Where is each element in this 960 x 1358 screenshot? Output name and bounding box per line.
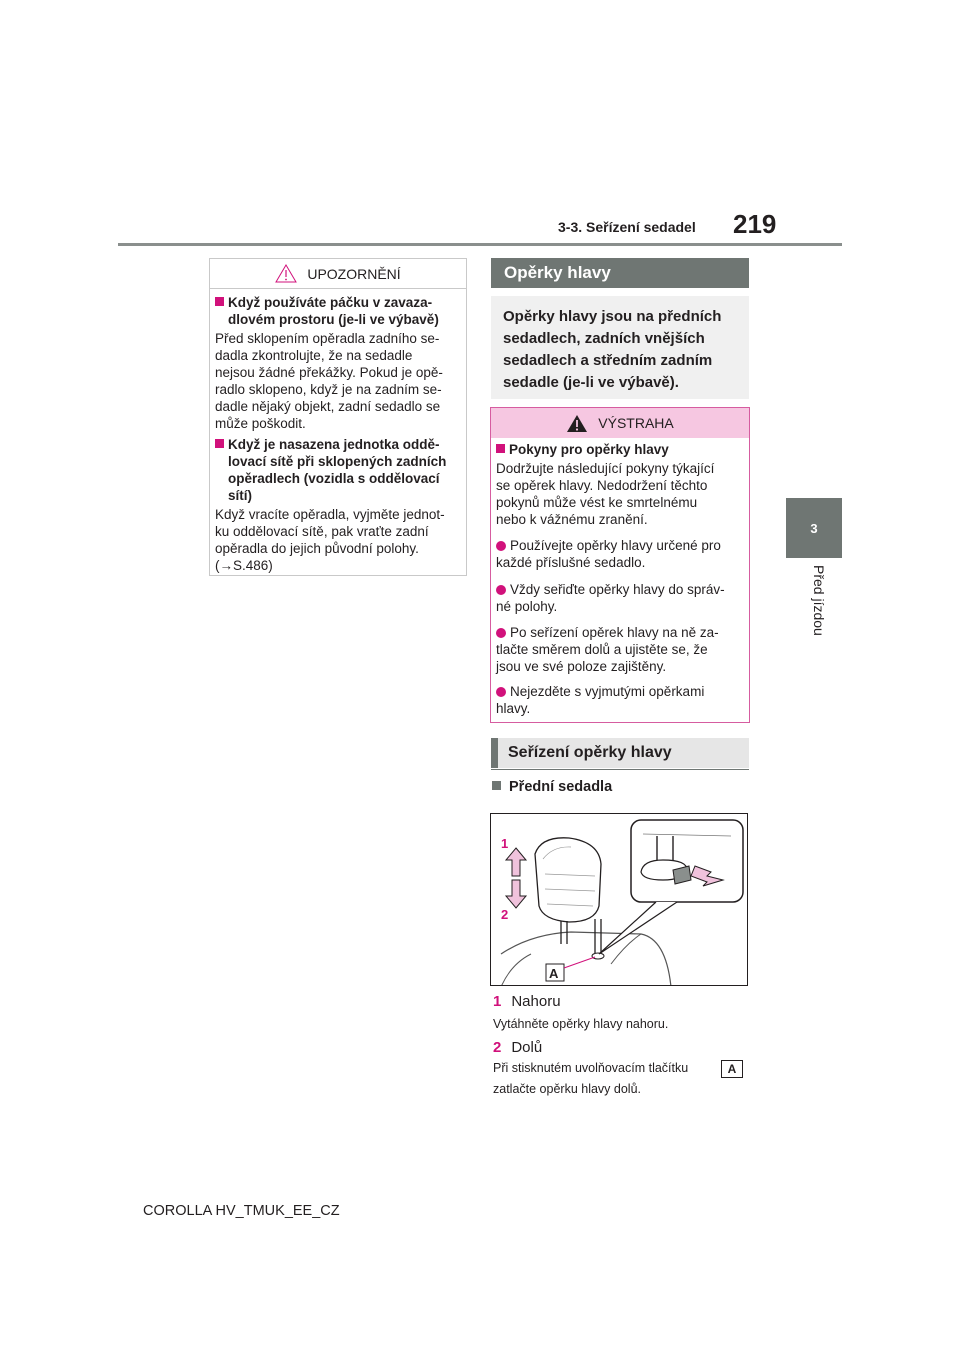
chapter-label: Před jízdou <box>811 565 827 636</box>
headrest-illustration <box>490 813 748 986</box>
step-2-label: Dolů <box>511 1039 543 1056</box>
figure-label-2: 2 <box>501 907 509 922</box>
chapter-tab <box>786 498 842 558</box>
step-1 <box>493 993 561 1010</box>
headrest-drawing <box>491 814 748 986</box>
headrests-intro: Opěrky hlavy jsou na předních sedadlech, zadních vnějších sedadlech a středním zadním sedadle (je-li ve výbavě). <box>491 296 749 399</box>
caution-triangle-icon <box>275 264 297 283</box>
square-bullet-icon <box>215 439 224 448</box>
square-bullet-icon <box>492 781 501 790</box>
caution-item-1-heading: Když používáte páčku v zavaza- dlovém prostoru (je-li ve výbavě) <box>215 294 465 328</box>
step-1-label: Nahoru <box>511 993 561 1010</box>
warning-header <box>491 408 749 438</box>
warning-body: Dodržujte následující pokyny týkající se opěrek hlavy. Nedodržení těchto pokynů může vést ke smrtelnému nebo k vážnému zranění. <box>496 461 715 527</box>
step-2 <box>493 1039 542 1056</box>
step-1-description: Vytáhněte opěrky hlavy nahoru. <box>493 1017 669 1031</box>
square-bullet-icon <box>496 444 505 453</box>
warning-title: VÝSTRAHA <box>598 415 674 431</box>
caution-item-2-body: Když vracíte opěradla, vyjměte jednot- ku oddělovací sítě, pak vraťte zadní opěradla do jejich původní polohy. (→S.486) <box>215 507 445 573</box>
step-2-description-a: Při stisknutém uvolňovacím tlačítku <box>493 1061 689 1075</box>
round-bullet-icon <box>496 628 506 638</box>
warning-bullet-2: Vždy seřiďte opěrky hlavy do správ- né polohy. <box>496 582 725 614</box>
caution-item-2-heading: Když je nasazena jednotka oddě- lovací sítě při sklopených zadních opěradlech (vozidla s oddělovací sítí) <box>215 436 465 504</box>
figure-label-a: A <box>549 966 559 981</box>
round-bullet-icon <box>496 541 506 551</box>
step-2-description-b: zatlačte opěrku hlavy dolů. <box>493 1082 642 1096</box>
footer-model: COROLLA HV_TMUK_EE_CZ <box>143 1203 340 1219</box>
warning-triangle-icon <box>566 414 588 433</box>
headrests-title: Opěrky hlavy <box>491 258 749 288</box>
page-number: 219 <box>733 209 777 239</box>
step-2-number: 2 <box>493 1039 502 1056</box>
section-title: 3-3. Seřízení sedadel <box>558 219 696 235</box>
step-1-number: 1 <box>493 993 502 1010</box>
adjust-title: Seřízení opěrky hlavy <box>491 738 749 768</box>
warning-bullet-4: Nejezděte s vyjmutými opěrkami hlavy. <box>496 684 705 716</box>
caution-item-1-body: Před sklopením opěradla zadního se- dadla zkontrolujte, že na sedadle nejsou žádné překážky. Pokud je opě- radlo sklopeno, když je na zadním se- dadle nějaký objekt, zadní sedadlo se může poškodit. <box>215 331 443 431</box>
header-rule <box>118 243 842 246</box>
round-bullet-icon <box>496 687 506 697</box>
square-bullet-icon <box>215 297 224 306</box>
caution-title: UPOZORNĚNÍ <box>307 265 401 282</box>
warning-bullet-1: Používejte opěrky hlavy určené pro každé příslušné sedadlo. <box>496 538 721 570</box>
adjust-rule <box>491 769 749 770</box>
warning-bullet-3: Po seřízení opěrek hlavy na ně za- tlačte směrem dolů a ujistěte se, že jsou ve své poloze zajištěny. <box>496 625 719 674</box>
front-seats-heading: Přední sedadla <box>492 779 612 795</box>
caution-header <box>210 259 466 289</box>
warning-heading: Pokyny pro opěrky hlavy <box>496 441 744 458</box>
figure-label-1: 1 <box>501 836 509 851</box>
chapter-number: 3 <box>810 520 818 536</box>
round-bullet-icon <box>496 585 506 595</box>
release-button-badge: A <box>721 1060 743 1078</box>
